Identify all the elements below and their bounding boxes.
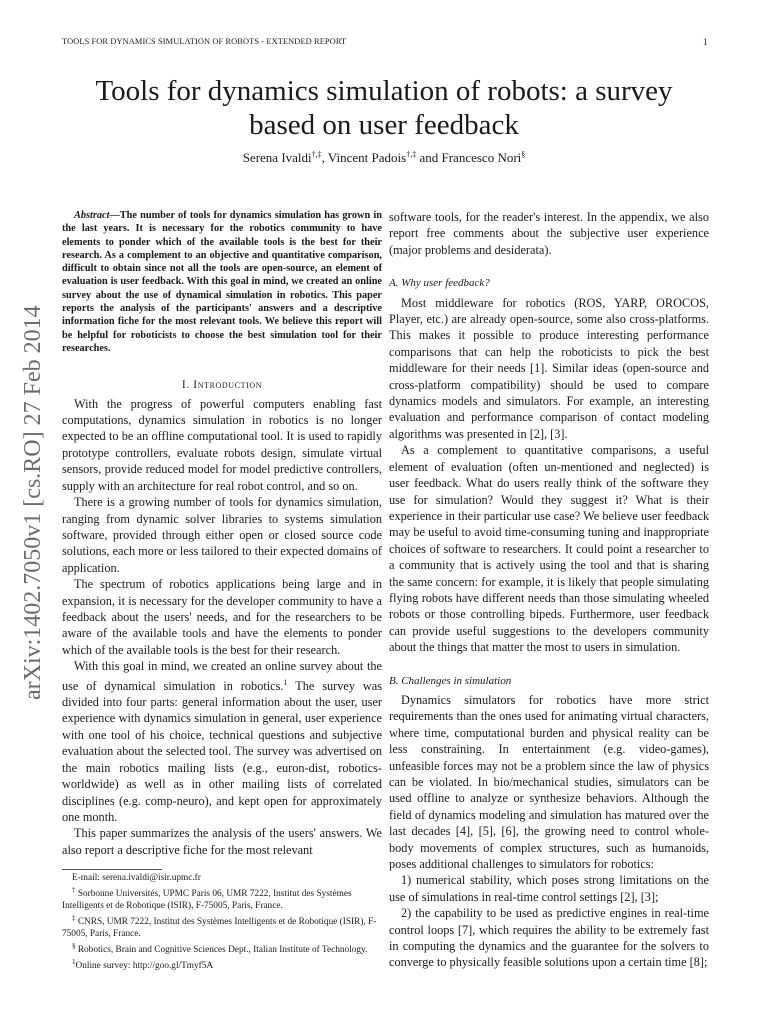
page-number: 1 [703, 37, 708, 47]
paragraph: As a complement to quantitative comparisons, a useful element of evaluation (often un-mentioned and neglected) is user feedback. What do users really think of the software they use for simulation? Would they suggest it? What is their experience in their particular use case? We believe user feedback may be useful to avoid time-consuming tuning and inappropriate choices of software to researchers. It could point a researcher to a community that is actively using the tool and that is sharing the same concern: for example, it is likely that people simulating flying robots have different needs than those simulating wheeled robots or those controlling bipeds. Furthermore, user feedback can provide useful suggestions to the developers community about the things that matter the most to users in simulation. [389, 443, 709, 655]
paragraph: This paper summarizes the analysis of the users' answers. We also report a descriptive fiche for the most relevant [62, 826, 382, 857]
right-column [389, 209, 709, 971]
paragraph-text: With this goal in mind, we created an online survey about the use of dynamical simulation in robotics. [62, 659, 382, 693]
list-item: 2) the capability to be used as predictive engines in real-time control loops [7], which requires the ability to be extremely fast in computing the dynamics and the guarantee for the solvers to converge to physically feasible solutions upon a certain time [8]; [389, 906, 709, 970]
paragraph: The spectrum of robotics applications being large and in expansion, it is necessary for the developer community to have a feedback about the users' needs, and for the researchers to be aware of the available tools and have the elements to ponder which of the available tools is the best for their research. [62, 577, 382, 657]
section-heading-introduction: I. Introduction [181, 379, 263, 392]
footnotes [62, 869, 382, 972]
footnote [62, 912, 382, 940]
paragraph-text: The survey was divided into four parts: general information about the user, user experience with dynamics simulation in general, user experience with one tool of his choice, technical questions and subjective evaluation about the selected tool. The survey was advertised on the main robotics mailing lists (e.g., euron-dist, robotics-worldwide) as well as in other mailing lists of correlated disciplines (e.g. comp-neuro), and kept open for approximately one month. [62, 678, 383, 824]
footnote-text: Sorbonne Universités, UPMC Paris 06, UMR 7222, Institut des Systèmes Intelligents et de Robotique (ISIR), F-75005, Paris, France. [62, 889, 352, 912]
paragraph: With the progress of powerful computers enabling fast computations, dynamics simulation in robotics is no longer expected to be an offline computational tool. It is used to rapidly prototype controllers, evaluate robots design, simulate virtual sensors, provide reduced model for model predictive controllers, supply with an architecture for real robot control, and so on. [62, 396, 382, 493]
paragraph: There is a growing number of tools for dynamics simulation, ranging from dynamic solver libraries to systems simulation software, provided through either open or closed source code solutions, each more or less tailored to their expected domains of application. [62, 495, 382, 575]
abstract-label: Abstract [74, 210, 110, 221]
title-line-1: Tools for dynamics simulation of robots: a survey [95, 75, 673, 107]
author-separator: and [416, 150, 442, 165]
footnote-text: Robotics, Brain and Cognitive Sciences Dept., Italian Institute of Technology. [75, 945, 368, 956]
author-separator: , [321, 150, 328, 165]
author-affiliation-mark: § [521, 150, 526, 159]
paragraph: Dynamics simulators for robotics have more strict requirements than the ones used for animating virtual characters, where time, computational burden and physical reality can be less constraining. In entertainment (e.g. video-games), unfeasible forces may not be a problem since the law of physics can be violated. In bio/mechanical studies, simulators can be used offline to analyze or synthesize behaviors. Although the field of dynamics modeling and simulation has matured over the last decades [4], [5], [6], the growing need to control whole-body movements of complex structures, such as humanoids, poses additional challenges to simulators for robotics: [389, 692, 709, 872]
footnote-marker: 1 [283, 677, 288, 687]
author-name: Serena Ivaldi [242, 150, 312, 165]
paragraph: software tools, for the reader's interest. In the appendix, we also report free comments about the subjective user experience (major problems and desiderata). [389, 210, 709, 257]
abstract [62, 209, 382, 355]
paragraph [62, 658, 382, 825]
footnote-mark: † [72, 886, 76, 894]
footnote-email: E-mail: serena.ivaldi@isir.upmc.fr [72, 873, 201, 883]
author-affiliation-mark: †,‡ [406, 150, 417, 159]
author-name: Francesco Nori [441, 150, 522, 165]
author-list [0, 150, 768, 166]
subsection-heading-why-user-feedback: A. Why user feedback? [389, 277, 490, 290]
footnote [62, 940, 382, 956]
title-line-2: based on user feedback [249, 109, 519, 141]
footnote-mark: § [72, 942, 76, 951]
footnote-mark: ‡ [72, 914, 76, 923]
arxiv-identifier-stamp: arXiv:1402.7050v1 [cs.RO] 27 Feb 2014 [20, 305, 46, 700]
paper-title [0, 74, 768, 142]
author-affiliation-mark: †,‡ [311, 150, 322, 159]
author-name: Vincent Padois [327, 150, 407, 165]
footnote-rule [62, 869, 162, 870]
footnote-text: Online survey: http://goo.gl/Tmyf5A [75, 961, 214, 972]
footnote [62, 956, 382, 972]
abstract-text: The number of tools for dynamics simulation has grown in the last years. It is necessary for the robotics community to have elements to ponder which of the available tools is the best for their research. As a complement to an objective and quantitative comparison, difficult to obtain since not all the tools are open-source, an element of evaluation is user feedback. With this goal in mind, we created an online survey about the use of dynamical simulation in robotics. This paper reports the analysis of the participants' answers and a descriptive information fiche for the most relevant tools. We believe this report will be helpful for roboticists to choose the best simulation tool for their researches. [62, 210, 382, 354]
abstract-dash: — [109, 210, 120, 221]
list-item: 1) numerical stability, which poses strong limitations on the use of simulations in real-time control settings [2], [3]; [389, 873, 709, 904]
subsection-heading-challenges: B. Challenges in simulation [389, 674, 512, 687]
paragraph: Most middleware for robotics (ROS, YARP, OROCOS, Player, etc.) are already open-source, some also cross-platforms. This makes it possible to produce interesting performance comparisons that can help the roboticists to pick the best middleware for their needs [1]. Similar ideas (open-source and cross-platform compatibility) should be used to compare dynamics models and simulators. For example, an interesting evaluation and performance comparison of contact modeling algorithms was presented in [2], [3]. [389, 295, 709, 441]
left-column [62, 209, 382, 858]
footnote-text: CNRS, UMR 7222, Institut des Systèmes Intelligents et de Robotique (ISIR), F-75005, Paris, France. [62, 917, 377, 940]
footnote-mark: 1 [72, 958, 76, 967]
running-head: TOOLS FOR DYNAMICS SIMULATION OF ROBOTS - EXTENDED REPORT [62, 37, 347, 46]
footnote [62, 884, 382, 912]
